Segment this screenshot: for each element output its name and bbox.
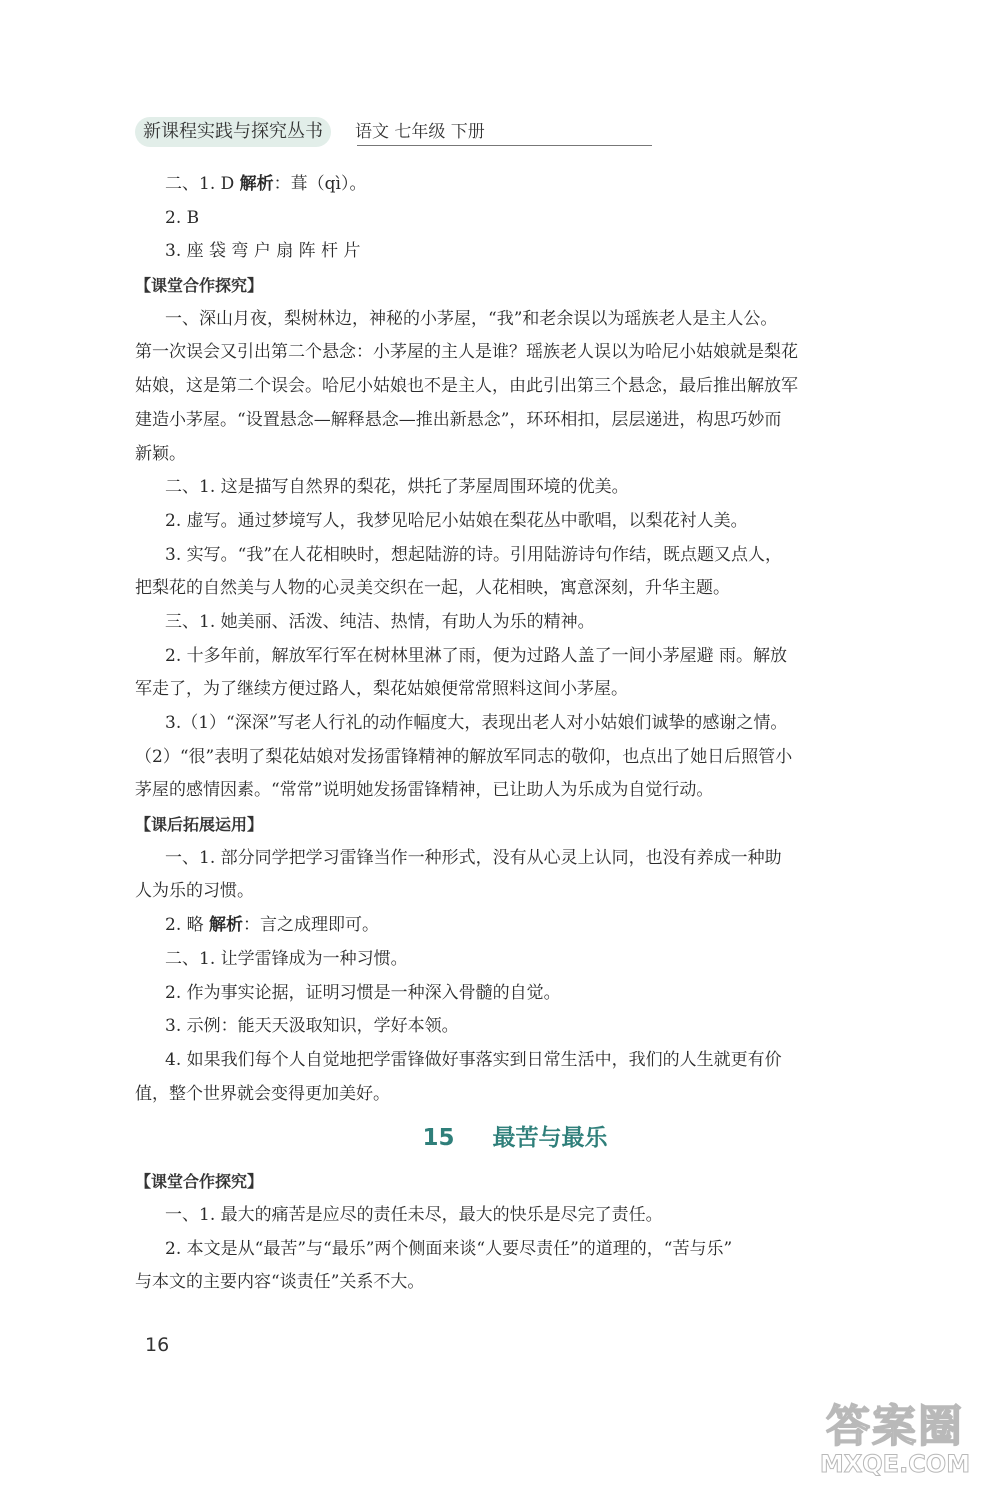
answer-line: 2. 本文是从“最苦”与“最乐”两个侧面来谈“人要尽责任”的道理的，“苦与乐” xyxy=(165,1238,733,1259)
answer-text: ：葺（qì）。 xyxy=(273,174,367,194)
answer-text: 2. 略 xyxy=(165,915,210,936)
analysis-label: 解析 xyxy=(239,174,274,194)
lesson-title-text: 最苦与最乐 xyxy=(492,1125,608,1152)
answer-line: 4. 如果我们每个人自觉地把学雷锋做好事落实到日常生活中，我们的人生就更有价 xyxy=(165,1049,782,1070)
answer-line: 与本文的主要内容“谈责任”关系不大。 xyxy=(135,1272,425,1293)
running-header xyxy=(135,117,520,147)
answer-line: 3.（1）“深深”写老人行礼的动作幅度大，表现出老人对小姑娘们诚挚的感谢之情。 xyxy=(165,713,788,733)
answer-line: 茅屋的感情因素。“常常”说明她发扬雷锋精神，已让助人为乐成为自觉行动。 xyxy=(135,780,714,801)
answer-line: 3. 示例：能天天汲取知识，学好本领。 xyxy=(165,1016,459,1037)
answer-line: 二、1. 让学雷锋成为一种习惯。 xyxy=(165,948,408,969)
answer-line: 2. 十多年前，解放军行军在树林里淋了雨，便为过路人盖了一间小茅屋避 雨。解放 xyxy=(165,645,788,666)
answer-line: 一、1. 最大的痛苦是应尽的责任未尽，最大的快乐是尽完了责任。 xyxy=(165,1204,663,1225)
analysis-label: 解析 xyxy=(209,915,244,936)
answer-line: 3. 实写。“我”在人花相映时，想起陆游的诗。引用陆游诗句作结，既点题又点人， xyxy=(165,544,783,565)
answer-line: 建造小茅屋。“设置悬念—解释悬念—推出新悬念”，环环相扣，层层递进，构思巧妙而 xyxy=(135,409,782,430)
answer-line: 3. 座 袋 弯 户 扇 阵 杆 片 xyxy=(165,241,361,262)
page-number: 16 xyxy=(145,1334,170,1356)
answer-line: 一、深山月夜，梨树林边，神秘的小茅屋，“我”和老余误以为瑶族老人是主人公。 xyxy=(165,308,778,329)
header-underline xyxy=(357,145,652,146)
answer-text: ：言之成理即可。 xyxy=(243,915,380,936)
watermark-logo xyxy=(800,1390,990,1490)
answer-text: 二、1. D xyxy=(165,174,240,194)
answer-line: 一、1. 部分同学把学习雷锋当作一种形式，没有从心灵上认同，也没有养成一种助 xyxy=(165,847,782,868)
answer-line: 三、1. 她美丽、活泼、纯洁、热情，有助人为乐的精神。 xyxy=(165,611,595,632)
subject-grade-label: 语文 七年级 下册 xyxy=(355,122,485,142)
answer-line xyxy=(135,168,895,202)
answer-line: 把梨花的自然美与人物的心灵美交织在一起，人花相映，寓意深刻，升华主题。 xyxy=(135,578,730,599)
answer-line xyxy=(135,909,895,943)
answer-content xyxy=(135,168,895,1300)
section-heading: 【课堂合作探究】 xyxy=(135,276,264,296)
answer-line: 军走了，为了继续方便过路人，梨花姑娘便常常照料这间小茅屋。 xyxy=(135,679,628,700)
answer-line: 2. 作为事实论据，证明习惯是一种深入骨髓的自觉。 xyxy=(165,982,561,1003)
answer-line: 2. 虚写。通过梦境写人，我梦见哈尼小姑娘在梨花丛中歌唱，以梨花衬人美。 xyxy=(165,510,748,531)
watermark-url: MXQE.COM xyxy=(819,1450,971,1478)
section-heading: 【课堂合作探究】 xyxy=(135,1172,264,1192)
answer-line: 第一次误会又引出第二个悬念：小茅屋的主人是谁？瑶族老人误以为哈尼小姑娘就是梨花 xyxy=(135,342,798,363)
answer-line: 人为乐的习惯。 xyxy=(135,881,254,902)
answer-line: （2）“很”表明了梨花姑娘对发扬雷锋精神的解放军同志的敬仰，也点出了她日后照管小 xyxy=(135,746,793,767)
section-heading: 【课后拓展运用】 xyxy=(135,815,264,835)
lesson-title xyxy=(135,1111,895,1165)
answer-line: 值，整个世界就会变得更加美好。 xyxy=(135,1083,390,1104)
lesson-number: 15 xyxy=(422,1125,455,1152)
answer-line: 二、1. 这是描写自然界的梨花，烘托了茅屋周围环境的优美。 xyxy=(165,477,629,498)
answer-line: 姑娘，这是第二个误会。哈尼小姑娘也不是主人，由此引出第三个悬念，最后推出解放军 xyxy=(135,376,798,397)
answer-line: 新颖。 xyxy=(135,443,186,464)
book-series-title: 新课程实践与探究丛书 xyxy=(135,117,331,147)
watermark-text: 答案圈 xyxy=(826,1401,964,1452)
answer-line: 2. B xyxy=(165,207,200,228)
